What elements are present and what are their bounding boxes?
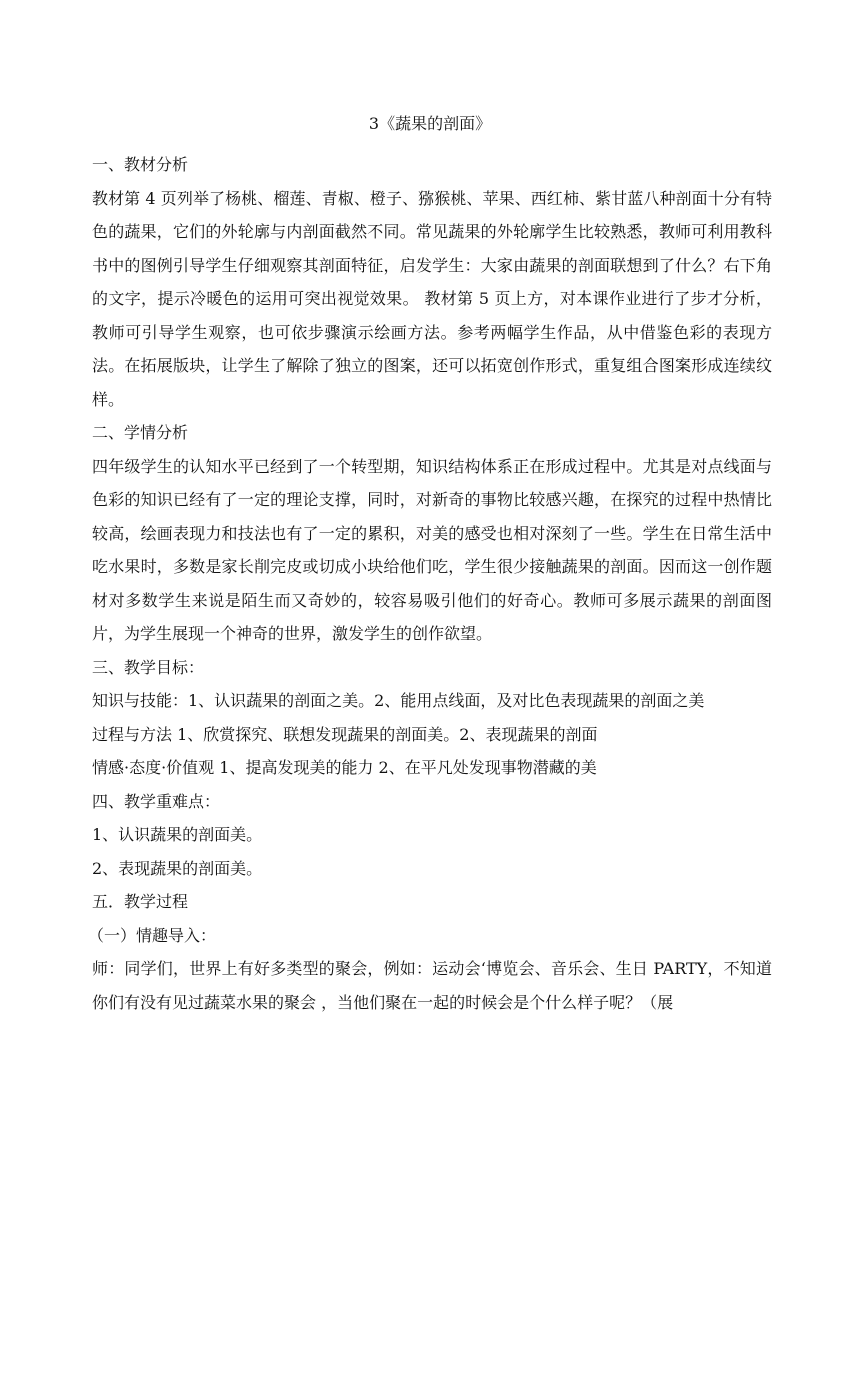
body-line: 2、表现蔬果的剖面美。 — [92, 858, 263, 878]
body-line: 情感·态度·价值观 1、提高发现美的能力 2、在平凡处发现事物潜藏的美 — [92, 758, 597, 777]
body-line: 知识与技能：1、认识蔬果的剖面之美。2、能用点线面，及对比色表现蔬果的剖面之美 — [92, 691, 705, 710]
section-heading: 二、学情分析 — [92, 423, 189, 442]
document-title: 3《蔬果的剖面》 — [368, 114, 492, 133]
document-body — [88, 148, 772, 1019]
body-paragraph: 四年级学生的认知水平已经到了一个转型期，知识结构体系正在形成过程中。尤其是对点线面与色彩的知识已经有了一定的理论支撑，同时，对新奇的事物比较感兴趣，在探究的过程中热情比较高，绘画表现力和技法也有了一定的累积，对美的感受也相对深刻了一些。学生在日常生活中吃水果时，多数是家长削完皮或切成小块给他们吃，学生很少接触蔬果的剖面。因而这一创作题材对多数学生来说是陌生而又奇妙的，较容易吸引他们的好奇心。教师可多展示蔬果的剖面图片，为学生展现一个神奇的世界，激发学生的创作欲望。 — [92, 456, 772, 643]
section-heading: 一、教材分析 — [92, 155, 189, 174]
section-heading: 三、教学目标： — [92, 657, 205, 677]
section-heading: （一）情趣导入： — [88, 925, 217, 945]
body-line: 1、认识蔬果的剖面美。 — [92, 825, 263, 844]
section-heading: 四、教学重难点： — [92, 791, 221, 811]
body-paragraph: 教材第 4 页列举了杨桃、榴莲、青椒、橙子、猕猴桃、苹果、西红柿、紫甘蓝八种剖面十分有特色的蔬果，它们的外轮廓与内剖面截然不同。常见蔬果的外轮廓学生比较熟悉，教师可利用教科书中的图例引导学生仔细观察其剖面特征，启发学生：大家由蔬果的剖面联想到了什么？右下角的文字，提示冷暖色的运用可突出视觉效果。 教材第 5 页上方，对本课作业进行了步才分析，教师可引导学生观察，也可依步骤演示绘画方法。参考两幅学生作品，从中借鉴色彩的表现方法。在拓展版块，让学生了解除了独立的图案，还可以拓宽创作形式，重复组合图案形成连续纹样。 — [92, 188, 772, 409]
body-paragraph: 师：同学们，世界上有好多类型的聚会，例如：运动会‘博览会、音乐会、生日 PARTY，不知道你们有没有见过蔬菜水果的聚会 ，当他们聚在一起的时候会是个什么样子呢？（展 — [92, 959, 772, 1012]
section-heading: 五．教学过程 — [92, 892, 189, 911]
body-line: 过程与方法 1、欣赏探究、联想发现蔬果的剖面美。2、表现蔬果的剖面 — [92, 724, 598, 744]
